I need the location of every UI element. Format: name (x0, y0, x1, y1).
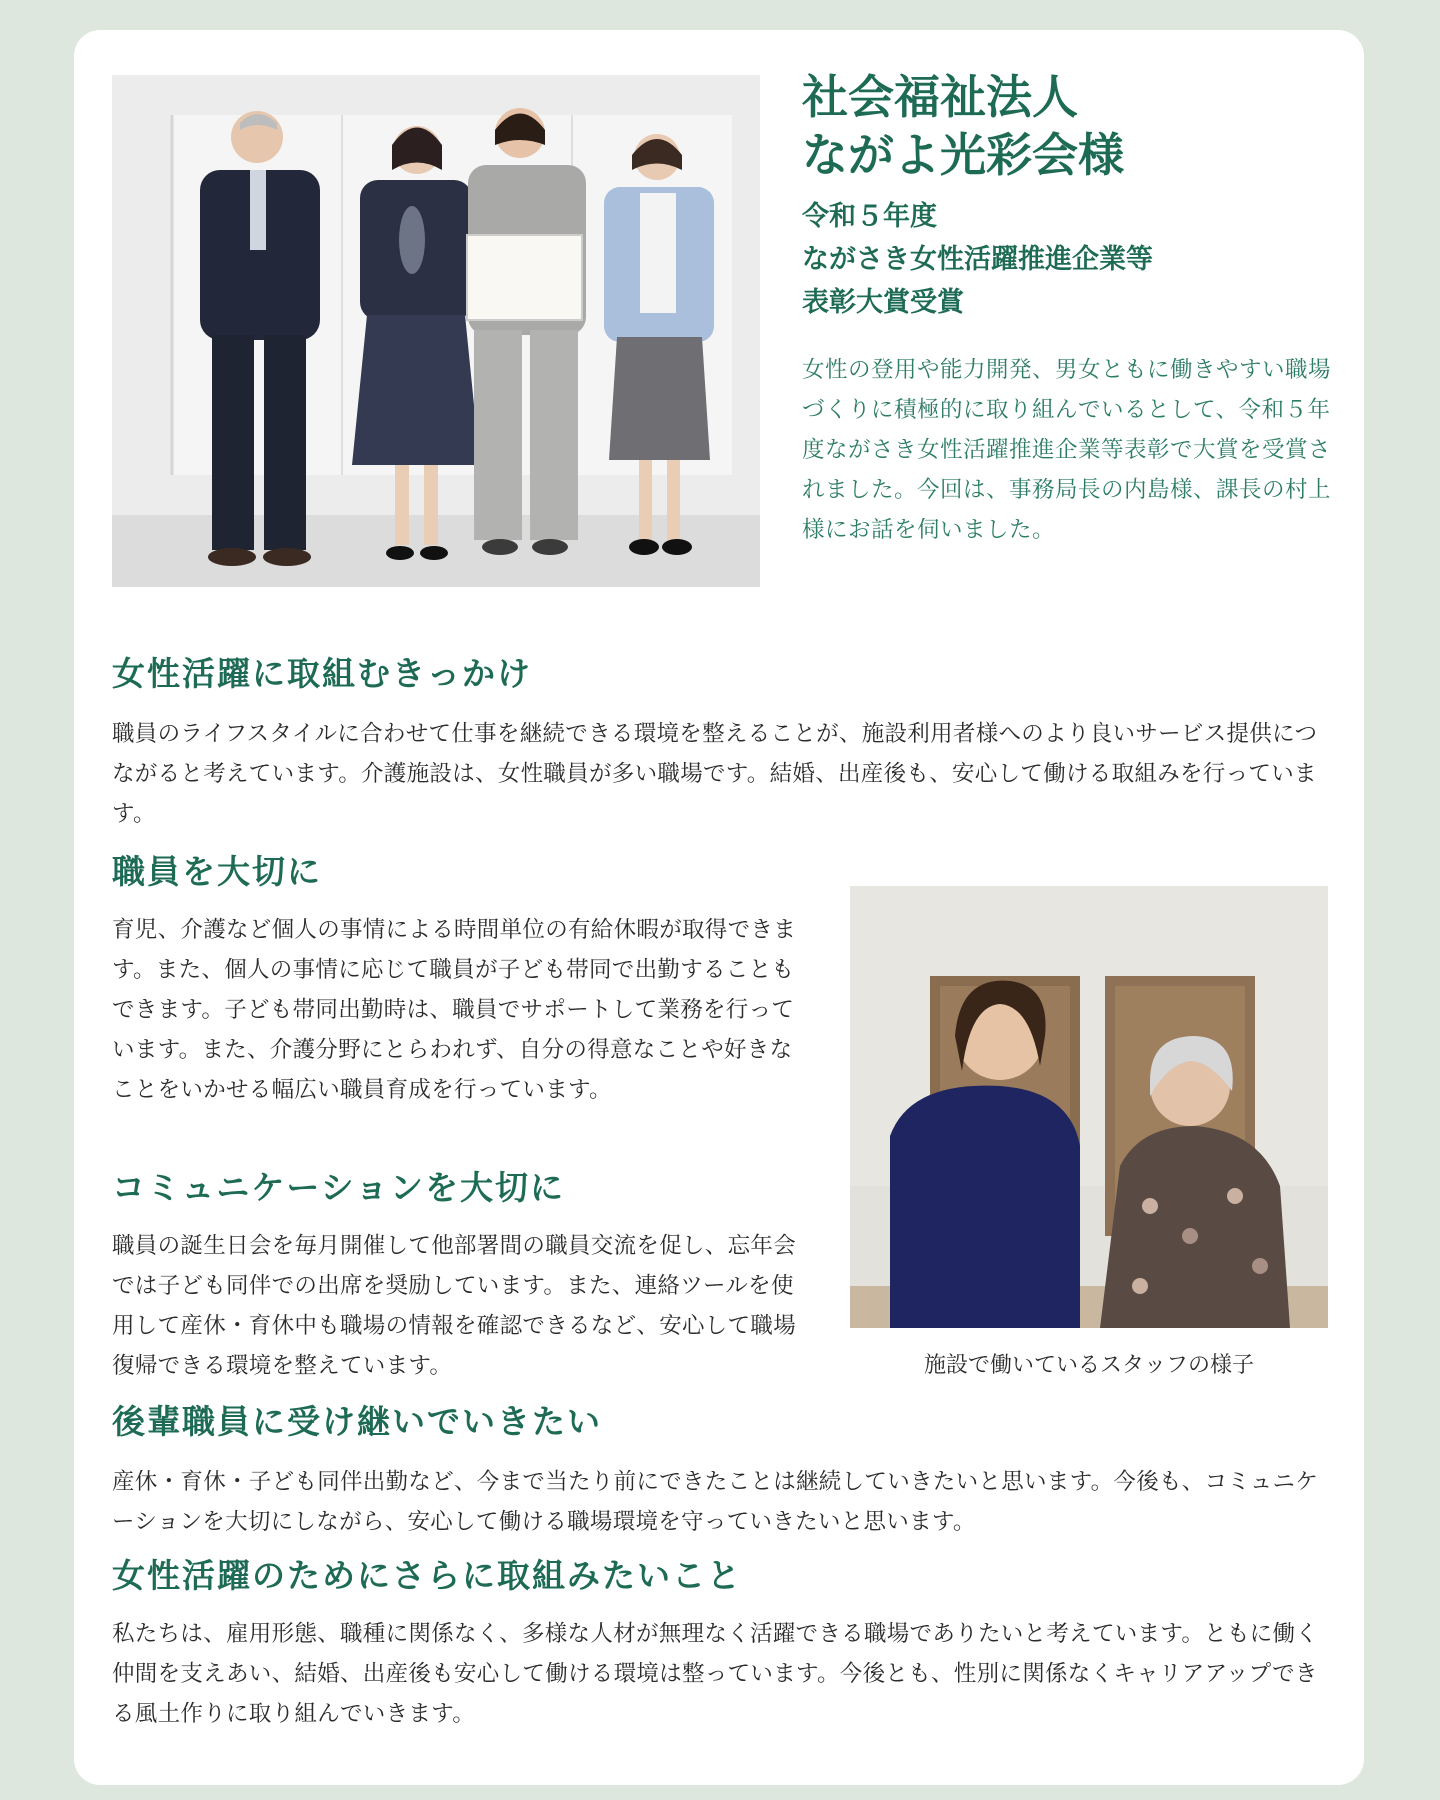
award-ceremony-photo (112, 75, 760, 587)
section-heading-pass-on: 後輩職員に受け継いでいきたい (112, 1402, 602, 1441)
section-body-pass-on: 産休・育休・子ども同伴出勤など、今まで当たり前にできたことは継続していきたいと思います。今後も、コミュニケーションを大切にしながら、安心して働ける職場環境を守っていきたいと思います。 (112, 1469, 1319, 1535)
section-heading-value-staff: 職員を大切に (112, 852, 322, 891)
award-subtitle (802, 195, 1362, 324)
staff-photo-caption: 施設で働いているスタッフの様子 (923, 1353, 1254, 1378)
intro-paragraph: 女性の登用や能力開発、男女ともに働きやすい職場づくりに積極的に取り組んでいるとして、令和５年度ながさき女性活躍推進企業等表彰で大賞を受賞されました。今回は、事務局長の内島様、課長の村上様にお話を伺いました。 (802, 357, 1332, 543)
section-heading-motivation: 女性活躍に取組むきっかけ (112, 654, 532, 693)
award-line-3: 表彰大賞受賞 (802, 287, 964, 318)
article-card (74, 30, 1364, 1785)
section-body-communication: 職員の誕生日会を毎月開催して他部署間の職員交流を促し、忘年会では子ども同伴での出席を奨励しています。また、連絡ツールを使用して産休・育休中も職場の情報を確認できるなど、安心して職場復帰できる環境を整えています。 (112, 1233, 797, 1379)
section-heading-communication: コミュニケーションを大切に (112, 1168, 566, 1207)
staff-photo (850, 886, 1328, 1328)
org-title-line-1: 社会福祉法人 (802, 70, 1078, 124)
section-body-motivation: 職員のライフスタイルに合わせて仕事を継続できる環境を整えることが、施設利用者様へのより良いサービス提供につながると考えています。介護施設は、女性職員が多い職場です。結婚、出産後も、安心して働ける取組みを行っています。 (112, 721, 1318, 827)
organization-title (802, 68, 1342, 184)
award-line-1: 令和５年度 (802, 201, 937, 232)
section-body-future-efforts: 私たちは、雇用形態、職種に関係なく、多様な人材が無理なく活躍できる職場でありたいと考えています。ともに働く仲間を支えあい、結婚、出産後も安心して働ける環境は整っています。今後とも、性別に関係なくキャリアアップできる風土作りに取り組んでいきます。 (112, 1621, 1319, 1727)
section-heading-future-efforts: 女性活躍のためにさらに取組みたいこと (112, 1556, 742, 1595)
org-title-line-2: ながよ光彩会様 (802, 128, 1124, 182)
award-line-2: ながさき女性活躍推進企業等 (802, 244, 1153, 275)
section-body-value-staff: 育児、介護など個人の事情による時間単位の有給休暇が取得できます。また、個人の事情に応じて職員が子ども帯同で出勤することもできます。子ども帯同出勤時は、職員でサポートして業務を行っています。また、介護分野にとらわれず、自分の得意なことや好きなことをいかせる幅広い職員育成を行っています。 (112, 917, 797, 1103)
